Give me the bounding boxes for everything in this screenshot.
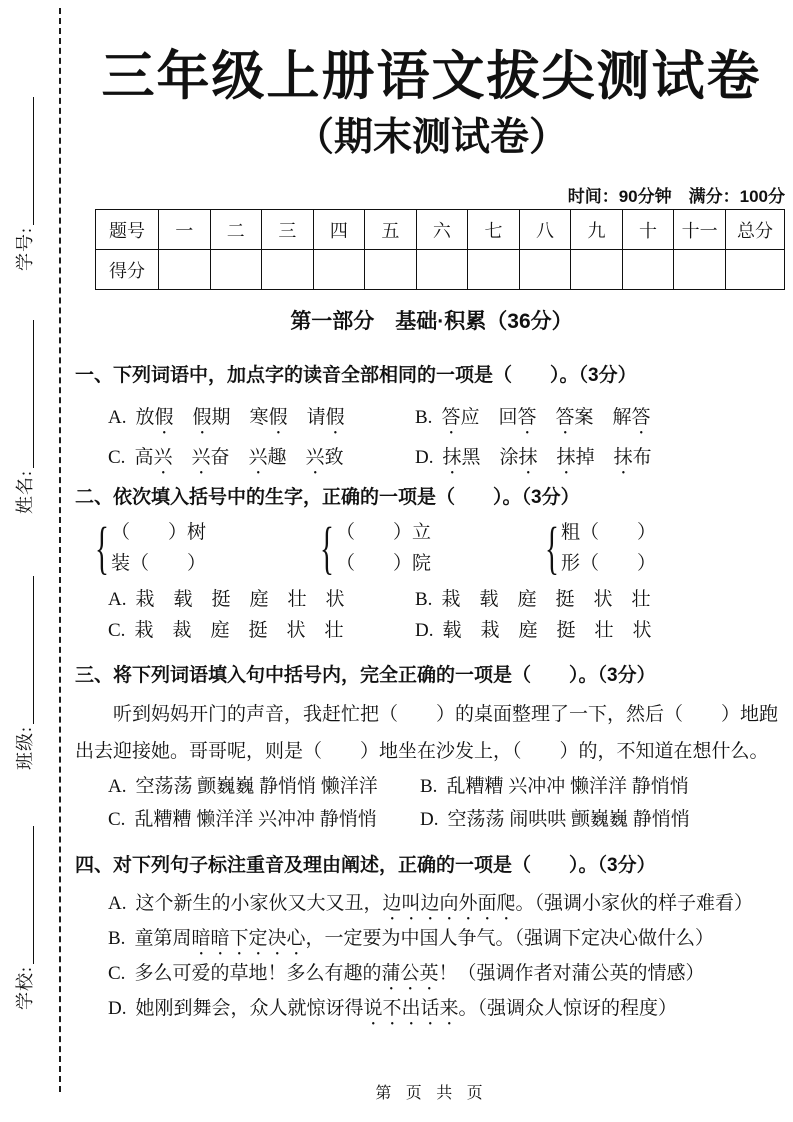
option-c-label: C. bbox=[108, 620, 126, 641]
page-footer: 第 页 共 页 bbox=[375, 1085, 488, 1102]
question-2-stem: 二、依次填入括号中的生字，正确的一项是（ ）。（3分） bbox=[75, 487, 580, 508]
option-row bbox=[108, 886, 789, 921]
option-d bbox=[415, 438, 789, 478]
fill-group-2-lines bbox=[336, 517, 431, 579]
score-table-header-row bbox=[96, 210, 785, 250]
score-table-corner: 题号 bbox=[96, 210, 159, 250]
option-b bbox=[415, 398, 789, 438]
score-table-col: 九 bbox=[571, 210, 623, 250]
question-2-fill-groups bbox=[95, 516, 770, 580]
option-c-label: C. bbox=[108, 963, 126, 984]
option-row bbox=[108, 770, 789, 803]
time-and-score-info: 时间：90分钟 满分：100分 bbox=[567, 187, 785, 206]
student-name-blank bbox=[14, 320, 34, 468]
score-label-cell: 得分 bbox=[96, 250, 159, 290]
paper-title: 三年级上册语文拔尖测试卷 bbox=[101, 47, 762, 106]
option-a-text: 栽 载 挺 庭 壮 状 bbox=[135, 589, 345, 610]
score-cell bbox=[210, 250, 262, 290]
binding-dashed-line bbox=[59, 8, 61, 1092]
option-b-text: 栽 载 庭 挺 状 壮 bbox=[441, 589, 651, 610]
score-cell-total bbox=[726, 250, 785, 290]
section-heading: 第一部分 基础·积累（36分） bbox=[290, 310, 573, 333]
score-table-col: 一 bbox=[159, 210, 211, 250]
question-3-passage: 听到妈妈开门的声音，我赶忙把（ ）的桌面整理了一下，然后（ ）地跑出去迎接她。哥哥呢，则是（ ）地坐在沙发上，（ ）的，不知道在想什么。 bbox=[75, 704, 779, 762]
brace-glyph: { bbox=[95, 515, 109, 580]
option-d-label: D. bbox=[415, 447, 434, 468]
option-a bbox=[108, 584, 415, 615]
school-blank bbox=[14, 826, 34, 964]
option-d-label: D. bbox=[420, 809, 439, 830]
fill-group-2 bbox=[320, 516, 545, 580]
option-c-label: C. bbox=[108, 809, 126, 830]
question-1-stem: 一、下列词语中，加点字的读音全部相同的一项是（ ）。（3分） bbox=[75, 365, 637, 386]
option-a-text: 放假 假期 寒假 请假 bbox=[135, 407, 345, 428]
option-c bbox=[108, 803, 420, 836]
fill-line: （ ）院 bbox=[336, 553, 432, 574]
score-table-col: 十一 bbox=[674, 210, 726, 250]
option-c bbox=[108, 438, 415, 478]
fill-group-3 bbox=[545, 516, 770, 580]
score-table-col: 三 bbox=[262, 210, 314, 250]
class-blank bbox=[14, 576, 34, 724]
score-table-col: 八 bbox=[519, 210, 571, 250]
score-cell bbox=[674, 250, 726, 290]
student-name-label: 姓名: bbox=[15, 469, 35, 514]
option-b-text: 答应 回答 答案 解答 bbox=[441, 407, 651, 428]
option-row bbox=[108, 921, 789, 956]
school-label: 学校: bbox=[15, 965, 35, 1010]
option-b-text: 乱糟糟 兴冲冲 懒洋洋 静悄悄 bbox=[446, 776, 689, 797]
score-cell bbox=[571, 250, 623, 290]
score-cell bbox=[468, 250, 520, 290]
option-b bbox=[415, 584, 789, 615]
score-cell bbox=[365, 250, 417, 290]
question-3-options bbox=[108, 770, 789, 836]
brace-glyph: { bbox=[320, 515, 334, 580]
question-4-options bbox=[108, 886, 789, 1026]
option-a bbox=[108, 886, 789, 921]
score-cell bbox=[416, 250, 468, 290]
option-a-label: A. bbox=[108, 407, 127, 428]
option-d bbox=[420, 803, 789, 836]
option-row bbox=[108, 956, 789, 991]
score-table-col: 十 bbox=[622, 210, 674, 250]
score-cell bbox=[622, 250, 674, 290]
option-row bbox=[108, 991, 789, 1026]
score-cell bbox=[159, 250, 211, 290]
score-table-col: 七 bbox=[468, 210, 520, 250]
class-label: 班级: bbox=[15, 725, 35, 770]
option-row bbox=[108, 584, 789, 615]
option-c bbox=[108, 956, 789, 991]
fill-group-1-lines bbox=[111, 517, 206, 579]
score-table-col: 四 bbox=[313, 210, 365, 250]
option-d bbox=[415, 615, 789, 646]
option-b bbox=[420, 770, 789, 803]
option-b bbox=[108, 921, 789, 956]
school-field bbox=[7, 810, 41, 1010]
score-table-score-row bbox=[96, 250, 785, 290]
option-a-label: A. bbox=[108, 589, 127, 610]
score-table bbox=[95, 209, 785, 290]
score-table-col: 二 bbox=[210, 210, 262, 250]
option-a-text: 空荡荡 颤巍巍 静悄悄 懒洋洋 bbox=[135, 776, 378, 797]
option-c-text: 乱糟糟 懒洋洋 兴冲冲 静悄悄 bbox=[134, 809, 377, 830]
option-c-text: 高兴 兴奋 兴趣 兴致 bbox=[134, 447, 344, 468]
student-number-label: 学号: bbox=[15, 226, 35, 271]
score-table-col: 六 bbox=[416, 210, 468, 250]
fill-group-1 bbox=[95, 516, 320, 580]
option-d-text: 抹黑 涂抹 抹掉 抹布 bbox=[442, 447, 652, 468]
question-2-options bbox=[108, 584, 789, 646]
option-a bbox=[108, 398, 415, 438]
option-d-text: 空荡荡 闹哄哄 颤巍巍 静悄悄 bbox=[447, 809, 690, 830]
score-cell bbox=[262, 250, 314, 290]
option-row bbox=[108, 438, 789, 478]
option-b-label: B. bbox=[108, 928, 126, 949]
paper-subtitle: （期末测试卷） bbox=[294, 116, 568, 159]
brace-glyph: { bbox=[545, 515, 559, 580]
score-cell bbox=[313, 250, 365, 290]
student-name-field bbox=[7, 314, 41, 514]
option-row bbox=[108, 615, 789, 646]
option-c-text: 多么可爱的草地！多么有趣的蒲公英！（强调作者对蒲公英的情感） bbox=[134, 963, 705, 984]
option-a bbox=[108, 770, 420, 803]
question-3-stem: 三、将下列词语填入句中括号内，完全正确的一项是（ ）。（3分） bbox=[75, 665, 656, 686]
option-d-label: D. bbox=[415, 620, 434, 641]
question-4-stem: 四、对下列句子标注重音及理由阐述，正确的一项是（ ）。（3分） bbox=[75, 855, 656, 876]
fill-line: （ ）树 bbox=[111, 522, 207, 543]
option-a-label: A. bbox=[108, 776, 127, 797]
option-row bbox=[108, 803, 789, 836]
option-b-label: B. bbox=[415, 589, 433, 610]
fill-line: 形（ ） bbox=[561, 553, 657, 574]
option-b-text: 童第周暗暗下定决心，一定要为中国人争气。（强调下定决心做什么） bbox=[134, 928, 714, 949]
fill-line: （ ）立 bbox=[336, 522, 432, 543]
option-c-text: 栽 裁 庭 挺 状 壮 bbox=[134, 620, 344, 641]
fill-line: 装（ ） bbox=[111, 553, 207, 574]
fill-group-3-lines bbox=[561, 517, 656, 579]
student-number-blank bbox=[14, 97, 34, 225]
class-field bbox=[7, 570, 41, 770]
score-cell bbox=[519, 250, 571, 290]
option-row bbox=[108, 398, 789, 438]
score-table-total-col: 总分 bbox=[726, 210, 785, 250]
option-b-label: B. bbox=[420, 776, 438, 797]
score-table-col: 五 bbox=[365, 210, 417, 250]
option-b-label: B. bbox=[415, 407, 433, 428]
option-d-text: 载 栽 庭 挺 壮 状 bbox=[442, 620, 652, 641]
option-c bbox=[108, 615, 415, 646]
option-d bbox=[108, 991, 789, 1026]
student-number-field bbox=[7, 71, 41, 271]
option-a-text: 这个新生的小家伙又大又丑，边叫边向外面爬。（强调小家伙的样子难看） bbox=[135, 893, 754, 914]
option-d-label: D. bbox=[108, 998, 127, 1019]
option-d-text: 她刚到舞会，众人就惊讶得说不出话来。（强调众人惊讶的程度） bbox=[135, 998, 678, 1019]
question-1-options bbox=[108, 398, 789, 478]
option-c-label: C. bbox=[108, 447, 126, 468]
option-a-label: A. bbox=[108, 893, 127, 914]
fill-line: 粗（ ） bbox=[561, 522, 657, 543]
